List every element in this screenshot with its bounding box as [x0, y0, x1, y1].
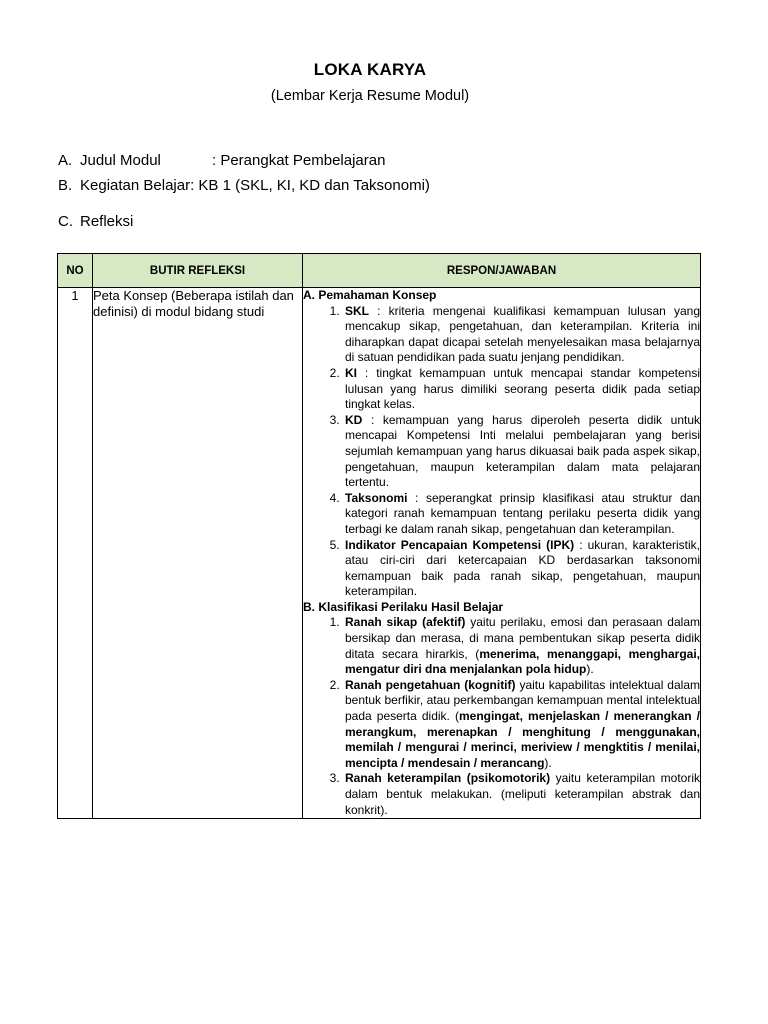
- item-text: yaitu keterampilan motorik dalam bentuk melakukan. (meliputi keterampilan abstrak dan konkrit).: [345, 771, 701, 817]
- section-a-title: A. Pemahaman Konsep: [303, 288, 437, 302]
- info-value: : KB 1 (SKL, KI, KD dan Taksonomi): [190, 177, 430, 194]
- table-row: [58, 288, 701, 819]
- section-b-title: B. Klasifikasi Perilaku Hasil Belajar: [303, 599, 504, 614]
- butir-refleksi-cell: Peta Konsep (Beberapa istilah dan definisi) di modul bidang studi: [93, 288, 303, 819]
- item-term: Indikator Pencapaian Kompetensi (IPK): [345, 537, 575, 552]
- info-label: Judul Modul: [80, 152, 161, 169]
- item-bold-keywords: menerima, menanggapi, menghargai, mengatur diri dna menjalankan pola hidup: [345, 646, 700, 677]
- info-label: Kegiatan Belajar: [80, 177, 191, 194]
- item-text: : tingkat kemampuan untuk mencapai standar kompetensi lulusan yang harus dimiliki seorang peserta didik pada setiap tingkat kelas.: [345, 365, 700, 412]
- item-term: KI: [345, 365, 357, 380]
- item-tail: ).: [544, 755, 552, 770]
- list-item: [343, 538, 700, 600]
- item-term: Ranah pengetahuan (kognitif): [345, 677, 516, 692]
- info-kegiatan-belajar: [58, 177, 430, 194]
- section-a-list: [303, 304, 700, 600]
- section-b-list: [303, 615, 700, 818]
- info-label: Refleksi: [80, 213, 134, 230]
- item-term: Taksonomi: [345, 490, 408, 505]
- item-text: : seperangkat prinsip klasifikasi atau struktur dan kategori ranah kemampuan tentang perilaku peserta didik yang terbagi ke dalam ranah sikap, pengetahuan dan keterampilan.: [345, 490, 700, 536]
- list-item: [343, 615, 700, 677]
- info-letter: B.: [58, 177, 73, 194]
- list-item: [343, 366, 700, 413]
- item-text: : kemampuan yang harus diperoleh peserta didik untuk mencapai Kompetensi Inti melalui pembelajaran yang berisi sejumlah kemampuan yang harus dikuasai baik pada aspek sikap, pengetahuan, maupun keterampilan dalam mata pelajaran tertentu.: [345, 412, 700, 490]
- list-item: [343, 491, 700, 538]
- table-header-row: [58, 254, 701, 288]
- list-item: [343, 304, 700, 366]
- page-subtitle: (Lembar Kerja Resume Modul): [270, 88, 470, 104]
- header-no: NO: [58, 254, 93, 288]
- info-refleksi: [58, 213, 133, 230]
- list-item: [343, 413, 700, 491]
- info-judul-modul: [58, 152, 385, 169]
- info-letter: C.: [58, 213, 73, 230]
- item-tail: ).: [586, 662, 594, 677]
- header-butir-refleksi: BUTIR REFLEKSI: [93, 254, 303, 288]
- info-letter: A.: [58, 152, 73, 169]
- item-text: yaitu perilaku, emosi dan perasaan dalam bersikap dan merasa, di mana pembentukan sikap peserta didik ditata secara hirarkis, (: [345, 615, 700, 661]
- item-term: SKL: [345, 303, 369, 318]
- page-title: LOKA KARYA: [313, 60, 427, 79]
- item-term: KD: [345, 412, 363, 427]
- item-term: Ranah keterampilan (psikomotorik): [345, 771, 551, 786]
- item-text: : kriteria mengenai kualifikasi kemampuan lulusan yang mencakup sikap, pengetahuan, dan keterampilan. Kriteria ini diharapkan dapat dicapai setelah menyelesaikan masa belajarnya di satuan pendidikan pada suatu jenjang pendidikan.: [345, 303, 700, 365]
- header-respon-jawaban: RESPON/JAWABAN: [303, 254, 701, 288]
- item-term: Ranah sikap (afektif): [345, 615, 466, 630]
- row-number: 1: [58, 288, 93, 819]
- item-text: : ukuran, karakteristik, atau ciri-ciri dari ketercapaian KD berdasarkan taksonomi kemampuan baik pada ranah sikap, pengetahuan, maupun keterampilan.: [345, 537, 700, 599]
- item-bold-keywords: mengingat, menjelaskan / menerangkan / merangkum, merenapkan / menghitung / menggunakan, memilah / mengurai / merinci, meriview / mengktitis / menilai, mencipta / mendesain / merancang: [345, 709, 701, 770]
- list-item: [343, 678, 700, 772]
- item-text: yaitu kapabilitas intelektual dalam bentuk berfikir, atau perkembangan kemampuan mental intelektual pada peserta didik. (: [345, 677, 700, 724]
- respon-cell: [303, 288, 701, 819]
- list-item: [343, 771, 700, 818]
- info-value: : Perangkat Pembelajaran: [212, 152, 386, 169]
- reflection-table: [57, 253, 701, 819]
